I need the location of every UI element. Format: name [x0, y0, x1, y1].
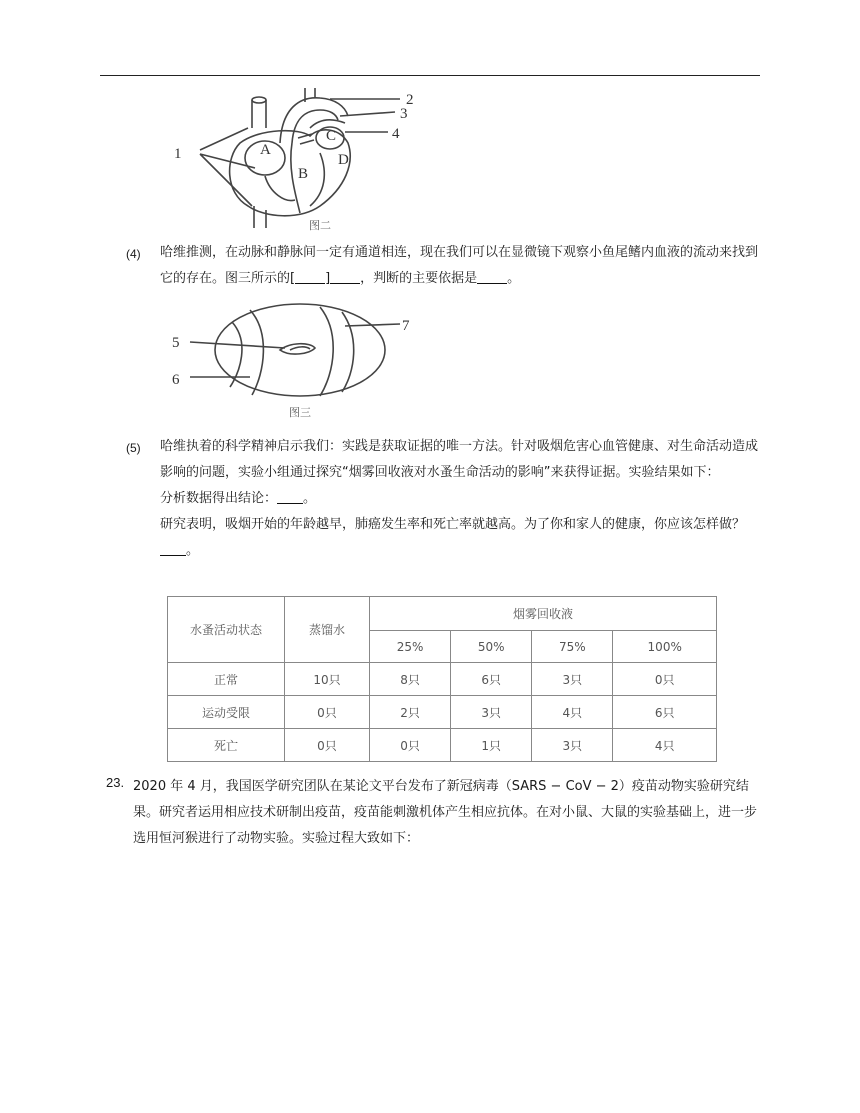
row-label-dead: 死亡	[168, 729, 285, 762]
table-row	[168, 729, 717, 762]
table-cell: 3只	[532, 663, 613, 696]
row-label-normal: 正常	[168, 663, 285, 696]
q4-blank-reason[interactable]	[477, 269, 507, 284]
table-cell: 10只	[285, 663, 370, 696]
figure-heart-caption	[300, 216, 340, 234]
fish-label-6: 6	[172, 372, 180, 388]
q5-number: (5)	[126, 441, 141, 455]
heart-label-2: 2	[406, 92, 414, 108]
chamber-c: C	[326, 128, 337, 144]
heart-label-1: 1	[174, 146, 182, 162]
table-conc-50: 50%	[451, 631, 532, 663]
table-row	[168, 663, 717, 696]
q5-text	[160, 434, 762, 564]
q5-conclusion: 分析数据得出结论： 。	[160, 491, 317, 506]
table-conc-100: 100%	[613, 631, 717, 663]
table-cell: 4只	[532, 696, 613, 729]
table-cell: 1只	[451, 729, 532, 762]
table-cell: 6只	[613, 696, 717, 729]
table-cell: 6只	[451, 663, 532, 696]
chamber-a: A	[260, 142, 271, 158]
caption-fig2: 图二	[309, 219, 331, 232]
q23-text: 2020 年 4 月，我国医学研究团队在某论文平台发布了新冠病毒（SARS − CoV − 2）疫苗动物实验研究结果。研究者运用相应技术研制出疫苗，疫苗能刺激机体产生相应抗体。在对小鼠、大鼠的实验基础上，进一步选用恒河猴进行了动物实验。实验过程大致如下：	[133, 779, 758, 846]
q5-blank-conclusion[interactable]	[277, 489, 303, 504]
heart-label-4: 4	[392, 126, 400, 142]
q5-advice: 研究表明，吸烟开始的年龄越早，肺癌发生率和死亡率就越高。为了你和家人的健康，你应该怎样做？。	[160, 517, 746, 558]
figure-heart	[170, 88, 430, 233]
table-cell: 2只	[370, 696, 451, 729]
figure-fish-tail	[170, 302, 430, 402]
header-rule	[100, 75, 760, 76]
q4-blank-name[interactable]	[330, 269, 360, 284]
table-cell: 0只	[285, 696, 370, 729]
caption-fig3: 图三	[289, 406, 311, 419]
table-cell: 8只	[370, 663, 451, 696]
heart-label-3: 3	[400, 106, 408, 122]
table-group-header: 烟雾回收液	[370, 597, 717, 631]
table-cell: 3只	[451, 696, 532, 729]
q5-intro: 哈维执着的科学精神启示我们：实践是获取证据的唯一方法。针对吸烟危害心血管健康、对生命活动造成影响的问题，实验小组通过探究“烟雾回收液对水蚤生命活动的影响”来获得证据。实验结果如下：	[160, 439, 759, 480]
row-label-limited: 运动受限	[168, 696, 285, 729]
table-cell: 4只	[613, 729, 717, 762]
q5-blank-advice[interactable]	[160, 541, 186, 556]
q23-number: 23.	[106, 775, 125, 790]
chamber-b: B	[298, 166, 309, 182]
table-cell: 0只	[285, 729, 370, 762]
table-conc-75: 75%	[532, 631, 613, 663]
table-conc-25: 25%	[370, 631, 451, 663]
q4-blank-number[interactable]	[295, 269, 325, 284]
table-cell: 0只	[613, 663, 717, 696]
q4-text: 哈维推测，在动脉和静脉间一定有通道相连，现在我们可以在显微镜下观察小鱼尾鳍内血液的流动来找到它的存在。图三所示的[ ] ，判断的主要依据是 。	[160, 245, 759, 286]
figure-fish-caption	[280, 403, 320, 421]
table-cell: 3只	[532, 729, 613, 762]
q4-number: (4)	[126, 247, 141, 261]
table-corner-header: 水蚤活动状态	[168, 597, 285, 663]
table-cell: 0只	[370, 729, 451, 762]
results-table	[167, 596, 717, 762]
fish-label-7: 7	[402, 318, 410, 334]
fish-label-5: 5	[172, 335, 180, 351]
chamber-d: D	[338, 152, 349, 168]
table-row	[168, 696, 717, 729]
table-water-header: 蒸馏水	[285, 597, 370, 663]
